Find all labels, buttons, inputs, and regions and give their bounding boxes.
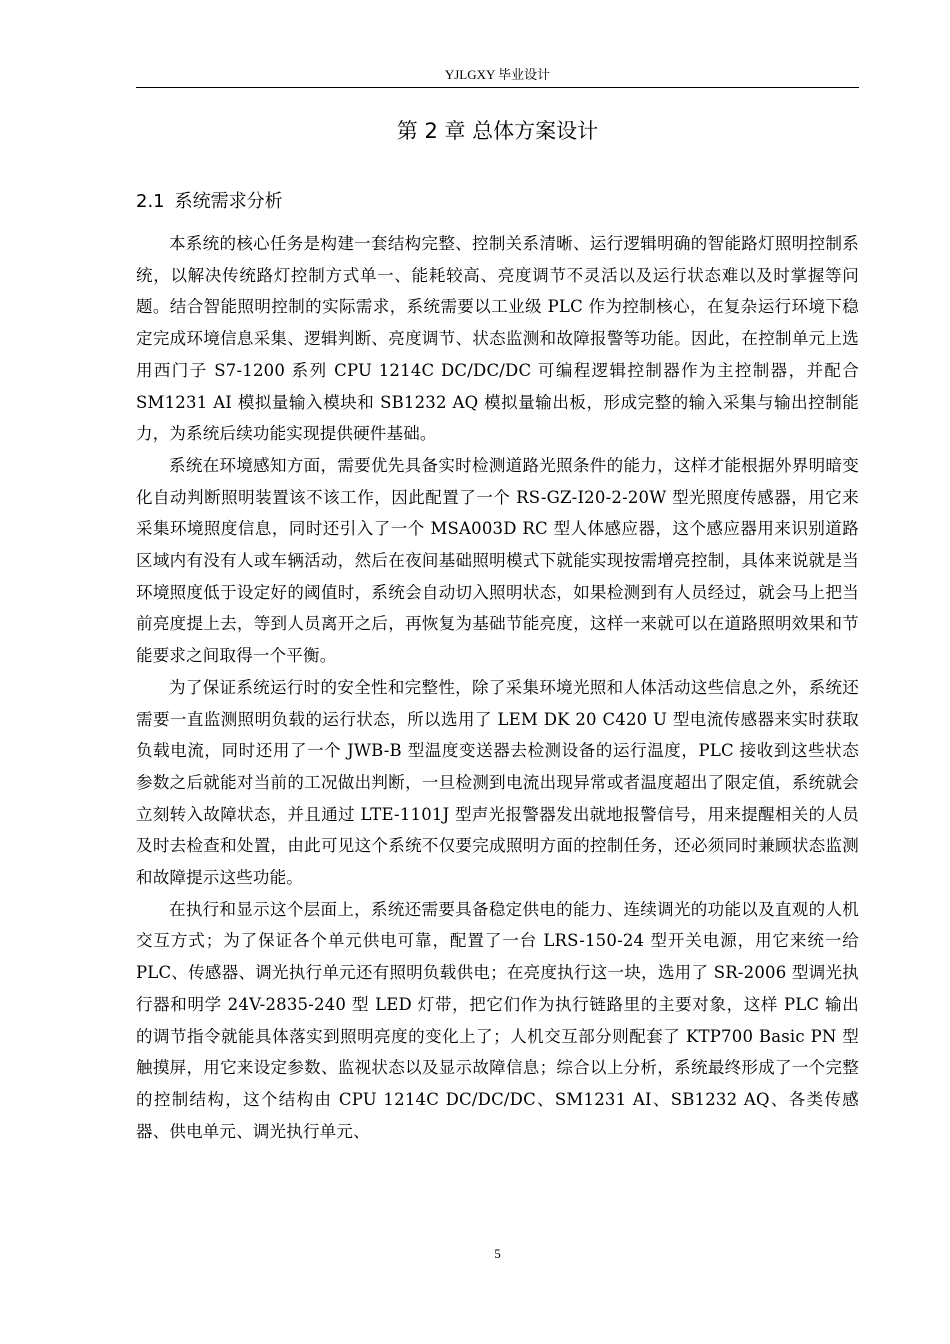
body-text [136, 228, 859, 1147]
section-number: 2.1 [136, 191, 165, 212]
paragraph: 本系统的核心任务是构建一套结构完整、控制关系清晰、运行逻辑明确的智能路灯照明控制系统，以解决传统路灯控制方式单一、能耗较高、亮度调节不灵活以及运行状态难以及时掌握等问题。结合智能照明控制的实际需求，系统需要以工业级 PLC 作为控制核心，在复杂运行环境下稳定完成环境信息采集、逻辑判断、亮度调节、状态监测和故障报警等功能。因此，在控制单元上选用西门子 S7-1200 系列 CPU 1214C DC/DC/DC 可编程逻辑控制器作为主控制器，并配合 SM1231 AI 模拟量输入模块和 SB1232 AQ 模拟量输出板，形成完整的输入采集与输出控制能力，为系统后续功能实现提供硬件基础。 [136, 234, 859, 444]
section-title-text: 系统需求分析 [174, 191, 283, 212]
paragraph: 系统在环境感知方面，需要优先具备实时检测道路光照条件的能力，这样才能根据外界明暗变化自动判断照明装置该不该工作，因此配置了一个 RS-GZ-I20-2-20W 型光照度传感器，用它来采集环境照度信息，同时还引入了一个 MSA003D RC 型人体感应器，这个感应器用来识别道路区域内有没有人或车辆活动，然后在夜间基础照明模式下就能实现按需增亮控制，具体来说就是当环境照度低于设定好的阈值时，系统会自动切入照明状态，如果检测到有人员经过，就会马上把当前亮度提上去，等到人员离开之后，再恢复为基础节能亮度，这样一来就可以在道路照明效果和节能要求之间取得一个平衡。 [136, 455, 859, 666]
running-header: YJLGXY 毕业设计 [444, 67, 551, 82]
paragraph: 在执行和显示这个层面上，系统还需要具备稳定供电的能力、连续调光的功能以及直观的人机交互方式；为了保证各个单元供电可靠，配置了一台 LRS-150-24 型开关电源，用它来统一给 PLC、传感器、调光执行单元还有照明负载供电；在亮度执行这一块，选用了 SR-2006 型调光执行器和明学 24V-2835-240 型 LED 灯带，把它们作为执行链路里的主要对象，这样 PLC 输出的调节指令就能具体落实到照明亮度的变化上了；人机交互部分则配套了 KTP700 Basic PN 型触摸屏，用它来设定参数、监视状态以及显示故障信息；综合以上分析，系统最终形成了一个完整的控制结构，这个结构由 CPU 1214C DC/DC/DC、SM1231 AI、SB1232 AQ、各类传感器、供电单元、调光执行单元、 [136, 899, 859, 1141]
header-divider [136, 87, 859, 88]
paragraph: 为了保证系统运行时的安全性和完整性，除了采集环境光照和人体活动这些信息之外，系统还需要一直监测照明负载的运行状态，所以选用了 LEM DK 20 C420 U 型电流传感器来实时获取负载电流，同时还用了一个 JWB-B 型温度变送器去检测设备的运行温度，PLC 接收到这些状态参数之后就能对当前的工况做出判断，一旦检测到电流出现异常或者温度超出了限定值，系统就会立刻转入故障状态，并且通过 LTE-1101J 型声光报警器发出就地报警信号，用来提醒相关的人员及时去检查和处置，由此可见这个系统不仅要完成照明方面的控制任务，还必须同时兼顾状态监测和故障提示这些功能。 [136, 677, 859, 888]
chapter-title: 第 2 章 总体方案设计 [396, 119, 599, 143]
section-heading [136, 188, 859, 216]
page-number: 5 [494, 1246, 501, 1261]
